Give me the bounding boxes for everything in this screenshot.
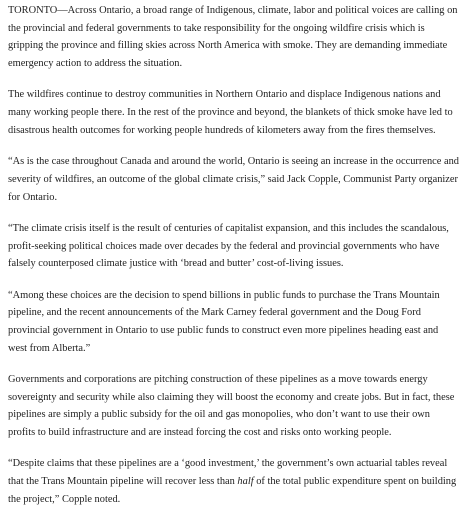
paragraph-7-tail: of the total public expenditure spent on building the project,” Copple noted. — [8, 476, 457, 505]
paragraph-3: “As is the case throughout Canada and around the world, Ontario is seeing an increase in the occurrence and severity of wildfires, an outcome of the global climate crisis,” said Jack Copple, Communist Party organizer for Ontario. — [8, 156, 459, 203]
paragraph-7 — [8, 455, 459, 508]
paragraph-7-emphasis: half — [237, 476, 254, 488]
paragraph-4: “The climate crisis itself is the result of centuries of capitalist expansion, and this includes the scandalous, profit-seeking political choices made over decades by the federal and provincial governments who have falsely counterposed climate justice with ‘bread and butter’ cost-of-living issues. — [8, 222, 449, 270]
paragraph-5: “Among these choices are the decision to spend billions in public funds to purchase the Trans Mountain pipeline, and the recent announcements of the Mark Carney federal government and the Doug Ford provincial government in Ontario to use public funds to construct even more pipelines heading east and west from Alberta.” — [8, 289, 440, 354]
paragraph-2: The wildfires continue to destroy communities in Northern Ontario and displace Indigenous nations and many working people there. In the rest of the province and beyond, the blankets of thick smoke have led to disastrous health outcomes for working people hundreds of kilometers away from the fires themselves. — [8, 89, 453, 136]
paragraph-7-lead: “Despite claims that these pipelines are a ‘good investment,’ the government’s own actuarial tables reveal that the Trans Mountain pipeline will recover less than — [8, 458, 448, 488]
paragraph-6: Governments and corporations are pitching construction of these pipelines as a move towards energy sovereignty and security while also claiming they will boost the economy and create jobs. But in fact, these pipelines are simply a public subsidy for the oil and gas monopolies, who don’t want to use their own profits to build infrastructure and are instead forcing the cost and risks onto working people. — [8, 373, 455, 439]
paragraph-1: TORONTO—Across Ontario, a broad range of Indigenous, climate, labor and political voices are calling on the provincial and federal governments to take responsibility for the ongoing wildfire crisis which is gripping the province and filling skies across North America with smoke. They are demanding immediate emergency action to address the situation. — [8, 5, 458, 70]
